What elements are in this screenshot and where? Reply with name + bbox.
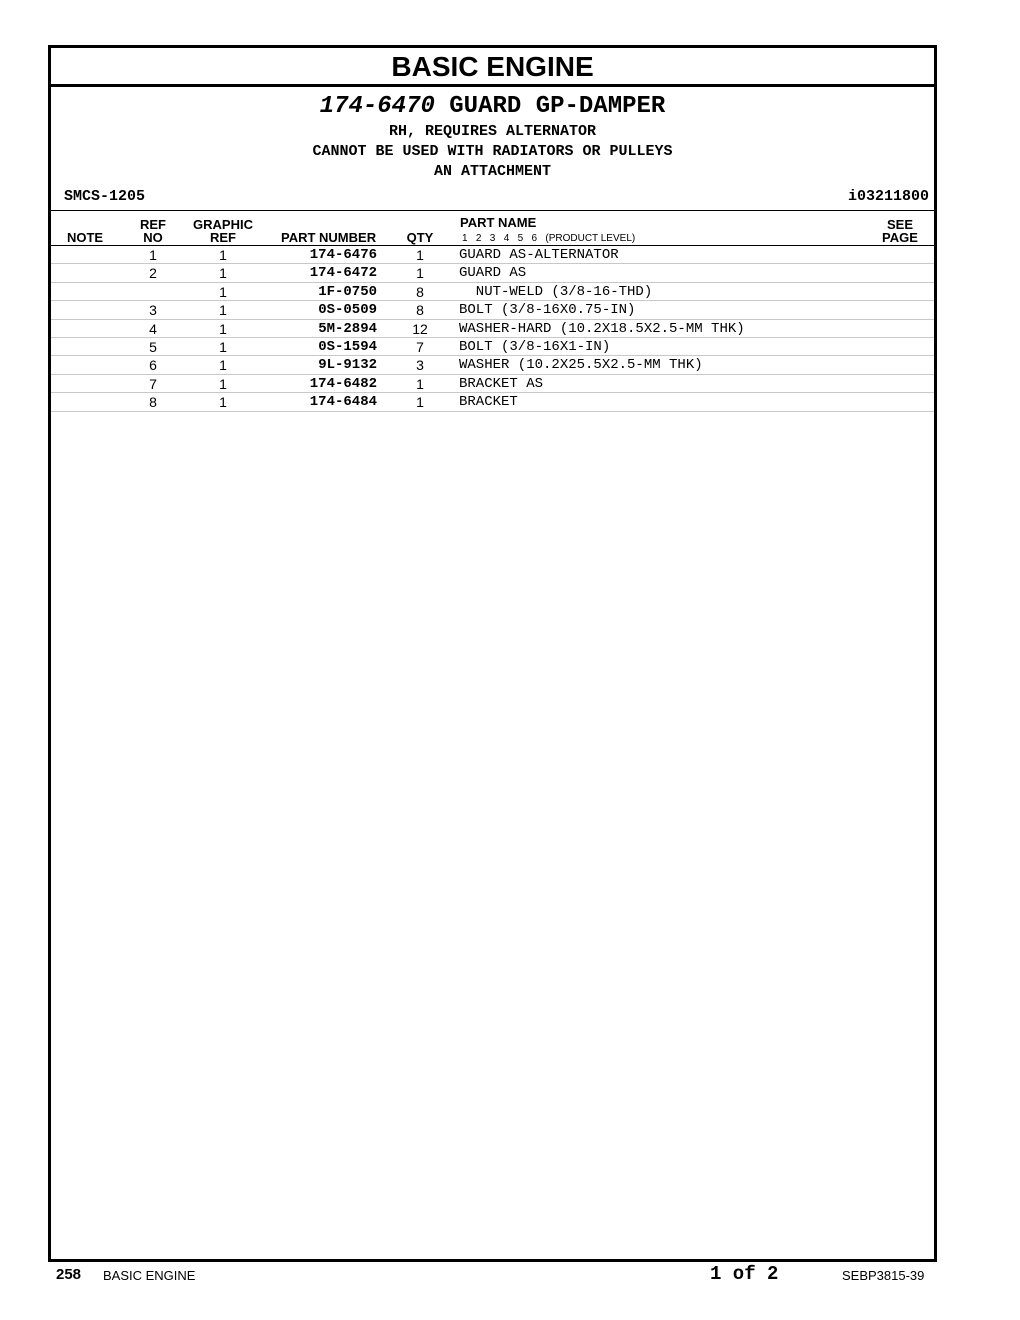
col-part-name-header: PART NAME [460,215,537,230]
quantity: 12 [412,320,428,337]
part-number-title: 174-6470 [319,93,435,120]
ref-no: 5 [149,338,157,355]
col-see-page-header-1: SEE [886,217,913,232]
ref-no: 6 [149,357,157,374]
part-name: NUT-WELD (3/8-16-THD) [459,283,653,300]
graphic-ref: 1 [219,283,227,300]
table-row [51,338,934,356]
graphic-ref: 1 [219,302,227,319]
table-row [51,283,934,301]
col-ref-header-2: NO [143,230,163,245]
part-note-3: AN ATTACHMENT [433,163,552,180]
ref-no: 2 [149,265,157,282]
part-number: 174-6482 [309,375,377,392]
quantity: 1 [416,265,424,282]
footer-sheet-count: 1 of 2 [710,1263,779,1285]
footer-section: BASIC ENGINE [103,1268,196,1283]
ref-no: 7 [149,375,157,392]
quantity: 3 [416,357,424,374]
ref-no: 4 [149,320,157,337]
graphic-ref: 1 [219,247,227,263]
part-number: 174-6472 [309,265,377,282]
part-number: 9L-9132 [318,357,377,374]
col-note-header: NOTE [66,230,104,245]
col-ref-header-1: REF [140,217,166,232]
part-note-1: RH, REQUIRES ALTERNATOR [388,123,597,140]
table-row [51,393,934,411]
illustration-id: i03211800 [847,188,929,205]
part-name: GUARD AS-ALTERNATOR [459,247,619,263]
quantity: 1 [416,394,424,411]
part-name: WASHER (10.2X25.5X2.5-MM THK) [459,357,703,374]
table-row [51,356,934,374]
footer-page-number: 258 [56,1266,82,1283]
ref-no: 8 [149,394,157,411]
col-see-page-header-2: PAGE [882,230,918,245]
part-number: 174-6476 [309,247,377,263]
part-name-title: GUARD GP-DAMPER [449,93,666,120]
graphic-ref: 1 [219,338,227,355]
table-row [51,375,934,393]
ref-no: 1 [149,247,157,263]
part-number: 5M-2894 [318,320,377,337]
part-name: WASHER-HARD (10.2X18.5X2.5-MM THK) [459,320,745,337]
quantity: 8 [416,302,424,319]
part-number: 0S-0509 [318,302,377,319]
part-name: BOLT (3/8-16X0.75-IN) [459,302,636,319]
section-title: BASIC ENGINE [51,48,934,87]
quantity: 1 [416,375,424,392]
quantity: 8 [416,283,424,300]
parts-list [51,246,934,412]
quantity: 1 [416,247,424,263]
part-name: BOLT (3/8-16X1-IN) [459,338,611,355]
graphic-ref: 1 [219,320,227,337]
part-name: GUARD AS [459,265,527,282]
col-graphic-header-2: REF [210,230,236,245]
part-name: BRACKET [459,394,518,411]
table-row [51,320,934,338]
table-row [51,301,934,319]
footer-doc-id: SEBP3815-39 [842,1268,925,1283]
part-number: 1F-0750 [318,283,377,300]
header-rule-top [51,210,934,211]
table-row [51,246,934,264]
graphic-ref: 1 [219,357,227,374]
part-note-2: CANNOT BE USED WITH RADIATORS OR PULLEYS [312,143,673,160]
graphic-ref: 1 [219,394,227,411]
table-row [51,264,934,282]
col-qty-header: QTY [406,230,434,245]
product-level-header: 1 2 3 4 5 6 (PRODUCT LEVEL) [462,233,636,244]
col-part-number-header: PART NUMBER [281,230,377,245]
parts-page-frame [48,45,937,1262]
smcs-code: SMCS-1205 [64,188,146,205]
part-number: 0S-1594 [318,338,377,355]
quantity: 7 [416,338,424,355]
part-title [51,93,934,121]
ref-no: 3 [149,302,157,319]
col-graphic-header-1: GRAPHIC [193,217,253,232]
part-number: 174-6484 [309,394,377,411]
graphic-ref: 1 [219,265,227,282]
part-name: BRACKET AS [459,375,544,392]
graphic-ref: 1 [219,375,227,392]
